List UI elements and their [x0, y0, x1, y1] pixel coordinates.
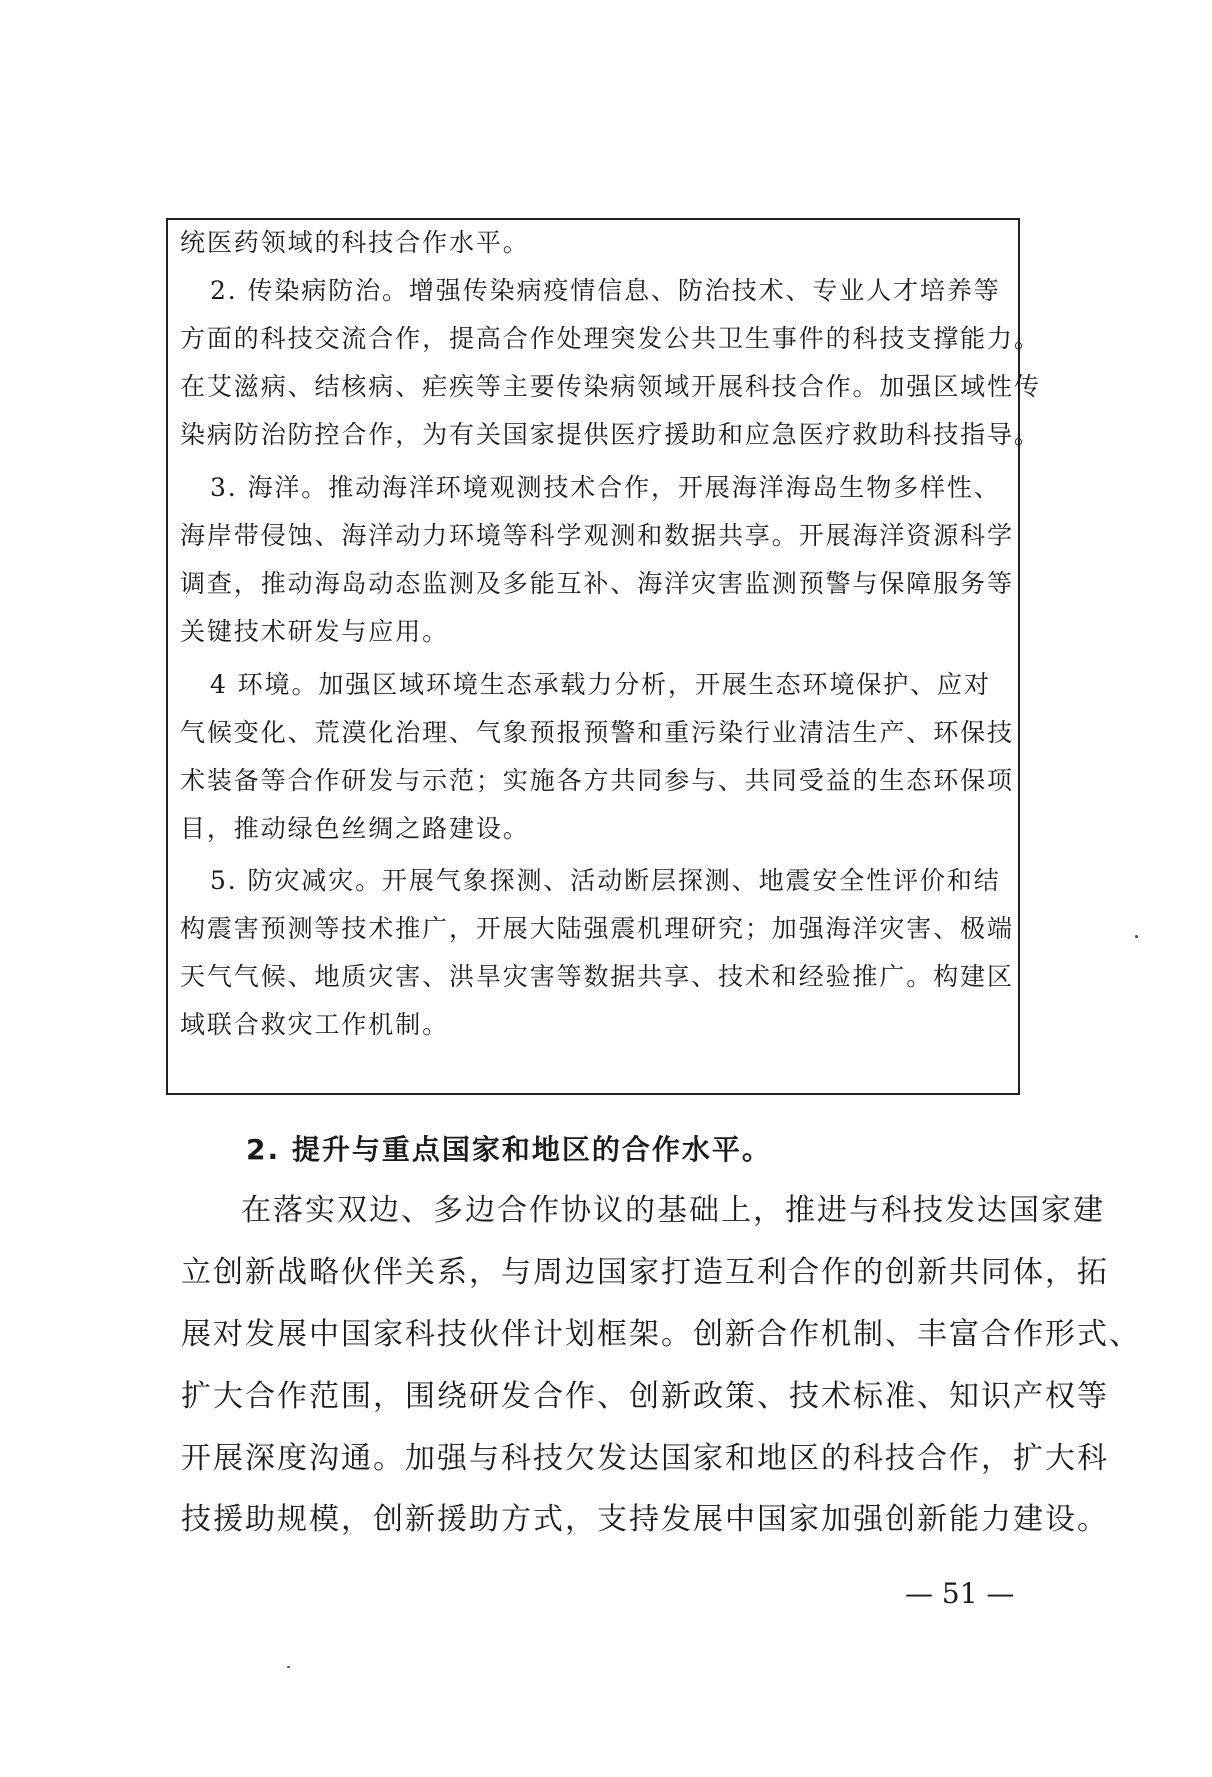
box-line: 关键技术研发与应用。: [180, 617, 450, 646]
box-line: 2. 传染病防治。增强传染病疫情信息、防治技术、专业人才培养等: [210, 276, 1001, 305]
box-line: 调查，推动海岛动态监测及多能互补、海洋灾害监测预警与保障服务等: [180, 569, 1014, 598]
page-number: — 51 —: [905, 1577, 1015, 1610]
box-line: 海岸带侵蚀、海洋动力环境等科学观测和数据共享。开展海洋资源科学: [180, 521, 1014, 550]
box-line: 域联合救灾工作机制。: [180, 1010, 450, 1039]
body-line: 立创新战略伙伴关系，与周边国家打造互利合作的创新共同体，拓: [181, 1255, 1109, 1290]
body-line: 开展深度沟通。加强与科技欠发达国家和地区的科技合作，扩大科: [181, 1441, 1109, 1476]
box-line: 统医药领域的科技合作水平。: [180, 228, 530, 257]
box-line: 3. 海洋。推动海洋环境观测技术合作，开展海洋海岛生物多样性、: [210, 473, 1001, 502]
box-line: 天气气候、地质灾害、洪旱灾害等数据共享、技术和经验推广。构建区: [180, 962, 1014, 991]
text-box: [166, 218, 1041, 1095]
box-line: 4 环境。加强区域环境生态承载力分析，开展生态环境保护、应对: [210, 670, 991, 699]
box-line: 染病防治防控合作，为有关国家提供医疗援助和应急医疗救助科技指导。: [180, 420, 1041, 449]
box-line: 术装备等合作研发与示范；实施各方共同参与、共同受益的生态环保项: [180, 766, 1014, 795]
box-line: 5. 防灾减灾。开展气象探测、活动断层探测、地震安全性评价和结: [210, 866, 1001, 895]
box-line: 方面的科技交流合作，提高合作处理突发公共卫生事件的科技支撑能力。: [180, 324, 1041, 353]
section-heading: 2. 提升与重点国家和地区的合作水平。: [246, 1133, 772, 1166]
body-line: 在落实双边、多边合作协议的基础上，推进与科技发达国家建: [241, 1193, 1105, 1228]
box-line: 在艾滋病、结核病、疟疾等主要传染病领域开展科技合作。加强区域性传: [180, 372, 1041, 401]
body-line: 展对发展中国家科技伙伴计划框架。创新合作机制、丰富合作形式、: [181, 1317, 1141, 1352]
body-line: 扩大合作范围，围绕研发合作、创新政策、技术标准、知识产权等: [181, 1379, 1109, 1414]
box-line: 目，推动绿色丝绸之路建设。: [180, 814, 530, 843]
box-line: 气候变化、荒漠化治理、气象预报预警和重污染行业清洁生产、环保技: [180, 718, 1014, 747]
scan-speck: [287, 1666, 290, 1668]
body-line: 技援助规模，创新援助方式，支持发展中国家加强创新能力建设。: [181, 1502, 1109, 1537]
scan-speck: [1135, 935, 1138, 938]
box-line: 构震害预测等技术推广，开展大陆强震机理研究；加强海洋灾害、极端: [180, 914, 1014, 943]
